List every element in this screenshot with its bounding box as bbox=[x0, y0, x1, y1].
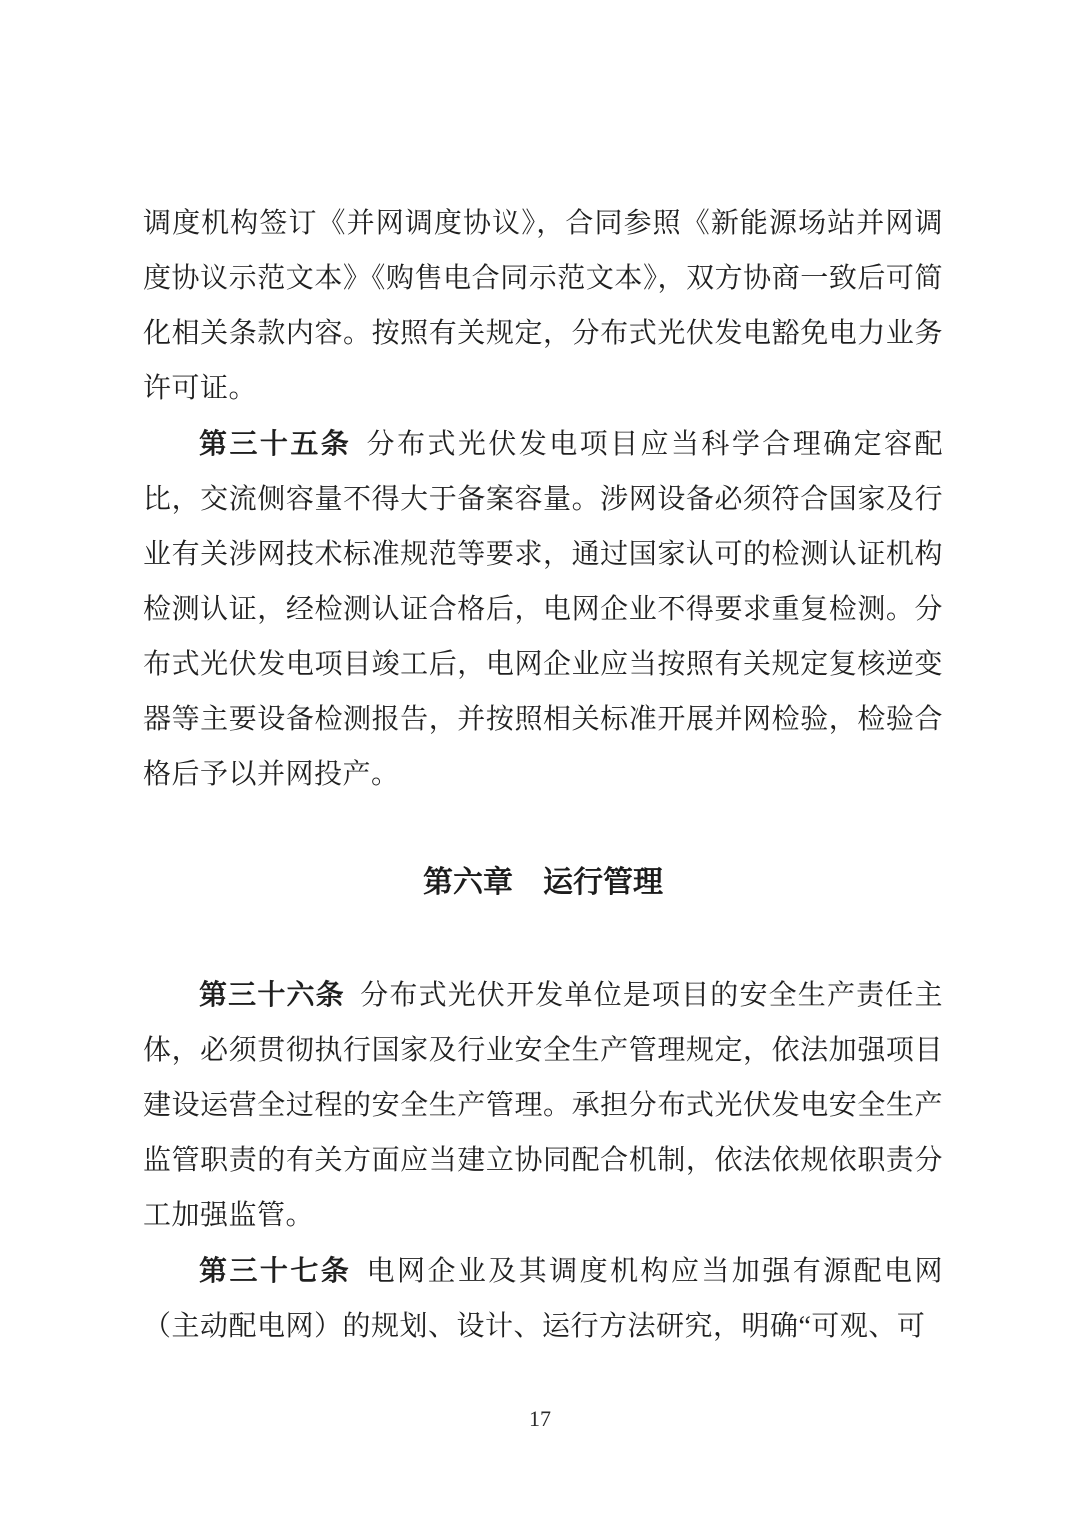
document-body bbox=[143, 195, 943, 1354]
paragraph-article-36 bbox=[143, 967, 943, 1243]
paragraph-text: 分布式光伏开发单位是项目的安全生产责任主体，必须贯彻执行国家及行业安全生产管理规定，依法加强项目建设运营全过程的安全生产管理。承担分布式光伏发电安全生产监管职责的有关方面应当建立协同配合机制，依法依规依职责分工加强监管。 bbox=[143, 980, 943, 1231]
paragraph-text: 分布式光伏发电项目应当科学合理确定容配比，交流侧容量不得大于备案容量。涉网设备必须符合国家及行业有关涉网技术标准规范等要求，通过国家认可的检测认证机构检测认证，经检测认证合格后，电网企业不得要求重复检测。分布式光伏发电项目竣工后，电网企业应当按照有关规定复核逆变器等主要设备检测报告，并按照相关标准开展并网检验，检验合格后予以并网投产。 bbox=[143, 429, 943, 790]
paragraph-article-35 bbox=[143, 416, 943, 802]
chapter-heading: 第六章 运行管理 bbox=[423, 866, 663, 899]
paragraph-continuation bbox=[143, 195, 943, 416]
page-number: 17 bbox=[529, 1406, 551, 1431]
paragraph-text: 调度机构签订《并网调度协议》，合同参照《新能源场站并网调度协议示范文本》《购售电合同示范文本》，双方协商一致后可简化相关条款内容。按照有关规定，分布式光伏发电豁免电力业务许可证。 bbox=[143, 208, 943, 404]
article-36-lead: 第三十六条 bbox=[199, 979, 345, 1010]
article-37-lead: 第三十七条 bbox=[199, 1255, 352, 1286]
paragraph-article-37 bbox=[143, 1243, 943, 1354]
article-35-lead: 第三十五条 bbox=[199, 428, 352, 459]
paragraph-text: 电网企业及其调度机构应当加强有源配电网（主动配电网）的规划、设计、运行方法研究，明确“可观、可 bbox=[143, 1256, 943, 1342]
